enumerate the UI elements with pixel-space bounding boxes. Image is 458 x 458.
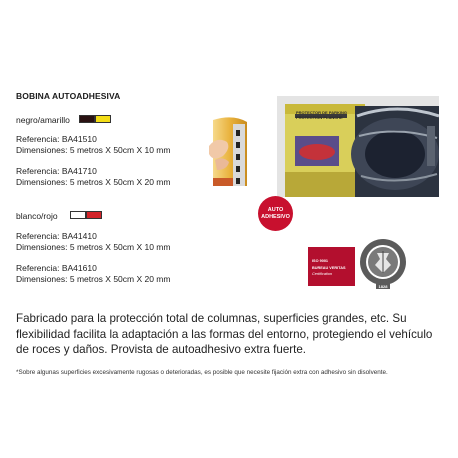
color-label-negro-amarillo: negro/amarillo — [16, 115, 70, 125]
svg-text:1828: 1828 — [378, 284, 388, 289]
product-title: BOBINA AUTOADHESIVA — [16, 91, 121, 101]
product-spec — [16, 166, 170, 187]
swatch-red — [86, 211, 102, 219]
product-photo — [277, 96, 439, 197]
swatch-white — [70, 211, 86, 219]
color-label-blanco-rojo: blanco/rojo — [16, 211, 58, 221]
reference-code: Referencia: BA41710 — [16, 166, 97, 176]
swatch-yellow — [95, 115, 111, 123]
photo-label: PROTECTOR DE PARKING PROTECTION PLANCHE — [296, 110, 347, 120]
product-description: Fabricado para la protección total de columnas, superficies grandes, etc. Su flexibilidad facilita la adaptación a las formas del entorno, protegiendo el vehículo de roces y daños. Provista de autoadhesivo extra fuerte. — [16, 312, 433, 356]
dimensions: Dimensiones: 5 metros X 50cm X 20 mm — [16, 176, 171, 187]
dimensions: Dimensiones: 5 metros X 50cm X 20 mm — [16, 273, 171, 284]
dimensions: Dimensiones: 5 metros X 50cm X 10 mm — [16, 144, 171, 155]
bureau-veritas-seal-icon — [358, 237, 408, 293]
reference-code: Referencia: BA41510 — [16, 134, 97, 144]
foam-strip-illustration — [203, 116, 253, 188]
product-spec — [16, 263, 170, 284]
auto-adhesivo-badge: AUTO ADHESIVO — [258, 196, 293, 231]
reference-code: Referencia: BA41610 — [16, 263, 97, 273]
swatch-black — [79, 115, 95, 123]
product-spec — [16, 134, 170, 155]
product-spec — [16, 231, 170, 252]
iso-certification-badge: ISO 9001 BUREAU VERITAS Certification — [308, 247, 355, 286]
footnote: *Sobre algunas superficies excesivamente rugosas o deterioradas, es posible que necesite fijación extra con adhesivo sin disolvente. — [16, 369, 388, 376]
reference-code: Referencia: BA41410 — [16, 231, 97, 241]
dimensions: Dimensiones: 5 metros X 50cm X 10 mm — [16, 241, 171, 252]
